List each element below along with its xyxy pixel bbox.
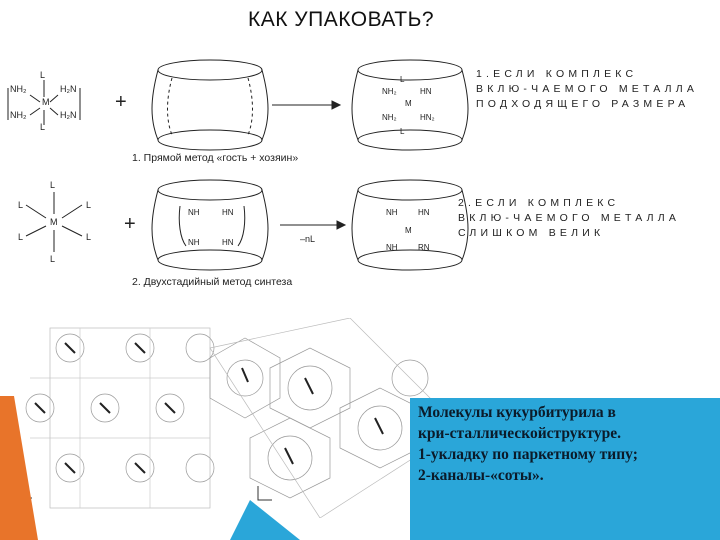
- description-line: Молекулы кукурбитурила в: [418, 404, 616, 421]
- svg-text:L: L: [50, 254, 56, 264]
- svg-text:NH: NH: [188, 238, 200, 247]
- svg-text:HN: HN: [418, 208, 430, 217]
- svg-text:L: L: [86, 200, 92, 210]
- caption-1: 1. Прямой метод «гость + хозяин»: [132, 152, 299, 164]
- description-text: [418, 402, 718, 486]
- caption-2: 2. Двухстадийный метод синтеза: [132, 276, 293, 288]
- svg-text:L: L: [400, 127, 405, 136]
- svg-text:L: L: [50, 180, 56, 190]
- svg-text:H₂N: H₂N: [60, 110, 77, 120]
- svg-text:NH: NH: [386, 243, 398, 252]
- svg-text:HN: HN: [222, 238, 234, 247]
- svg-text:L: L: [18, 232, 24, 242]
- note-2: 2.ЕСЛИ КОМПЛЕКС ВКЛЮ-ЧАЕМОГО МЕТАЛЛА СЛИШКОМ ВЕЛИК: [458, 197, 681, 239]
- svg-text:L: L: [86, 232, 92, 242]
- svg-text:HN: HN: [222, 208, 234, 217]
- step-label: –nL: [300, 234, 316, 244]
- svg-text:NH₂: NH₂: [10, 110, 27, 120]
- svg-text:L: L: [18, 200, 24, 210]
- svg-text:NH: NH: [386, 208, 398, 217]
- svg-text:NH₂: NH₂: [10, 84, 27, 94]
- description-line: 2-каналы-«соты».: [418, 467, 544, 484]
- svg-text:+: +: [124, 213, 136, 235]
- svg-text:NH: NH: [188, 208, 200, 217]
- svg-text:M: M: [50, 217, 58, 227]
- svg-text:L: L: [40, 122, 46, 132]
- svg-text:HN: HN: [420, 87, 432, 96]
- svg-text:RN: RN: [418, 243, 430, 252]
- svg-text:L: L: [40, 70, 46, 80]
- svg-text:L: L: [400, 75, 405, 84]
- description-line: кри-сталлическойструктуре.: [418, 425, 621, 442]
- slide-title: КАК УПАКОВАТЬ?: [248, 8, 435, 31]
- svg-text:M: M: [405, 226, 412, 235]
- description-line: 1-укладку по паркетному типу;: [418, 446, 638, 463]
- svg-text:+: +: [115, 91, 127, 113]
- note-1: 1.ЕСЛИ КОМПЛЕКС ВКЛЮ-ЧАЕМОГО МЕТАЛЛА ПОДХОДЯЩЕГО РАЗМЕРА: [476, 68, 699, 110]
- svg-text:H₂N: H₂N: [60, 84, 77, 94]
- svg-text:NH₂: NH₂: [382, 113, 397, 122]
- svg-text:NH₂: NH₂: [382, 87, 397, 96]
- svg-text:M: M: [42, 97, 50, 107]
- svg-text:M: M: [405, 99, 412, 108]
- svg-text:HN₂: HN₂: [420, 113, 435, 122]
